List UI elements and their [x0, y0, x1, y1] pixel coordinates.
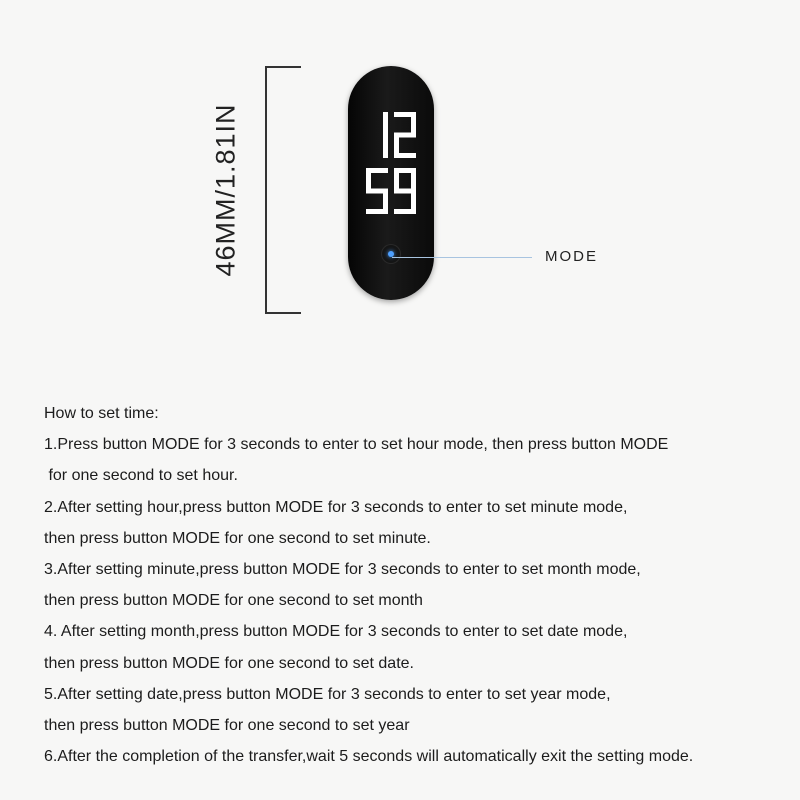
digit-segment	[383, 112, 388, 135]
digit-segment	[394, 153, 416, 158]
instruction-line: 2.After setting hour,press button MODE for 3 seconds to enter to set minute mode,	[44, 498, 628, 516]
instruction-line: 6.After the completion of the transfer,wait 5 seconds will automatically exit the setting mode.	[44, 748, 694, 766]
dimension-label: 46MM/1.81IN	[210, 103, 241, 277]
dimension-bracket	[265, 66, 301, 314]
instruction-line: 1.Press button MODE for 3 seconds to enter to set hour mode, then press button MODE	[44, 436, 669, 454]
digit-segment	[394, 189, 416, 194]
digit-segment	[366, 168, 371, 191]
digit-segment	[394, 209, 416, 214]
digit-segment	[411, 112, 416, 135]
instruction-line: then press button MODE for one second to set minute.	[44, 529, 431, 547]
instruction-line: then press button MODE for one second to set year	[44, 716, 410, 734]
instructions-text	[44, 398, 794, 772]
digit-segment	[411, 168, 416, 191]
digit-segment	[394, 168, 399, 191]
mode-button[interactable]	[381, 244, 401, 264]
digit-segment	[383, 135, 388, 158]
mode-callout-line	[392, 257, 532, 258]
mode-label: MODE	[545, 248, 598, 265]
instruction-line: 4. After setting month,press button MODE for 3 seconds to enter to set date mode,	[44, 623, 628, 641]
instruction-line: then press button MODE for one second to set date.	[44, 654, 414, 672]
instruction-line: 5.After setting date,press button MODE for 3 seconds to enter to set year mode,	[44, 685, 611, 703]
instructions-heading: How to set time:	[44, 405, 159, 422]
watch-display	[362, 108, 420, 218]
instruction-line: 3.After setting minute,press button MODE for 3 seconds to enter to set month mode,	[44, 560, 641, 578]
instruction-line: for one second to set hour.	[44, 467, 238, 485]
digit-segment	[366, 209, 388, 214]
watch-body	[348, 66, 434, 300]
instruction-line: then press button MODE for one second to set month	[44, 592, 423, 610]
